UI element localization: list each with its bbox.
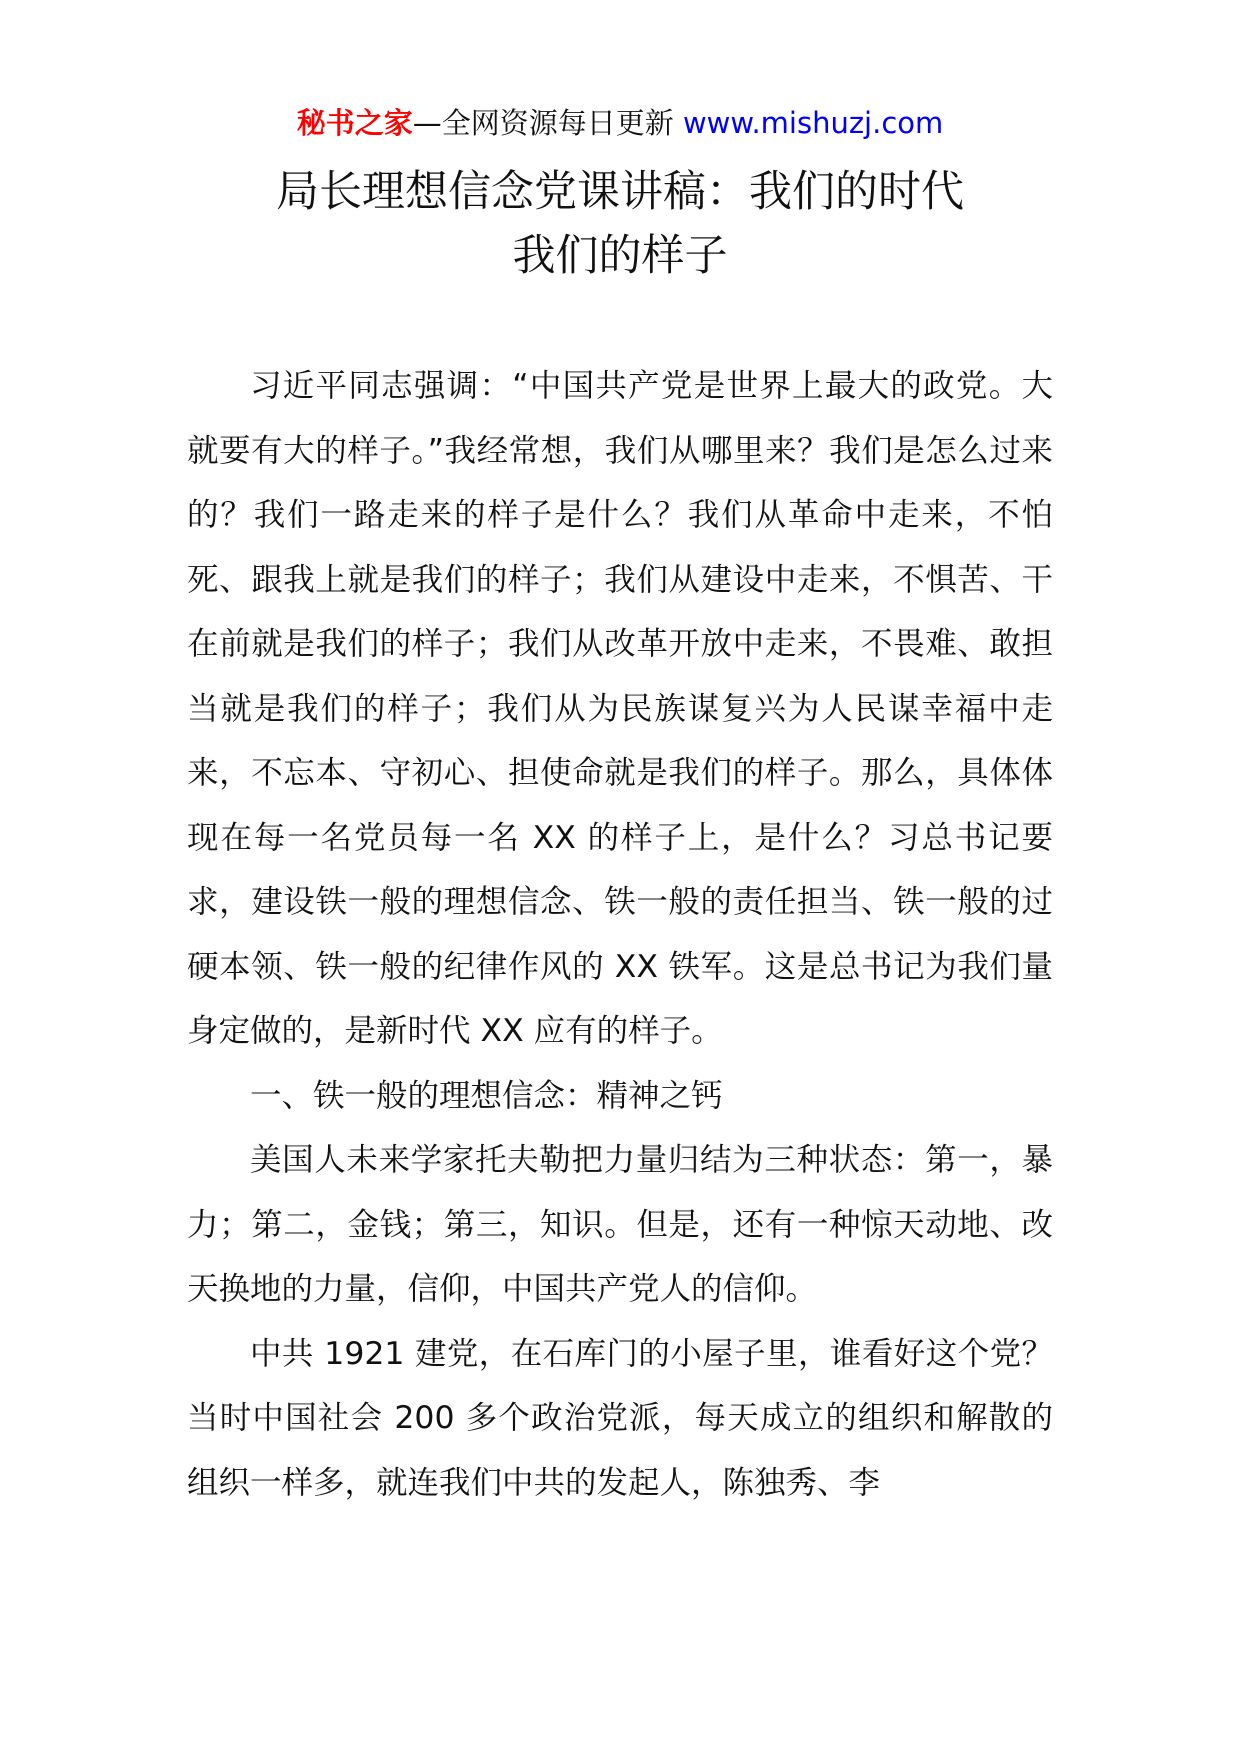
title-line-2: 我们的样子 <box>512 231 728 281</box>
document-title <box>160 160 1080 288</box>
brand-name: 秘书之家 <box>296 106 413 140</box>
paragraph: 美国人未来学家托夫勒把力量归结为三种状态：第一，暴力；第二，金钱；第三，知识。但是，还有一种惊天动地、改天换地的力量，信仰，中国共产党人的信仰。 <box>187 1142 1053 1307</box>
document-body <box>187 354 1053 1515</box>
paragraph: 中共 1921 建党，在石库门的小屋子里，谁看好这个党？当时中国社会 200 多个政治党派，每天成立的组织和解散的组织一样多，就连我们中共的发起人，陈独秀、李 <box>187 1335 1053 1501</box>
header-tagline: —全网资源每日更新 <box>412 106 683 140</box>
section-heading-1: 一、铁一般的理想信念：精神之钙 <box>250 1077 723 1114</box>
title-line-1: 局长理想信念党课讲稿：我们的时代 <box>276 167 964 217</box>
paragraph-intro: 习近平同志强调：“中国共产党是世界上最大的政党。大就要有大的样子。”我经常想，我们从哪里来？我们是怎么过来的？我们一路走来的样子是什么？我们从革命中走来，不怕死、跟我上就是我们的样子；我们从建设中走来，不惧苦、干在前就是我们的样子；我们从改革开放中走来，不畏难、敢担当就是我们的样子；我们从为民族谋复兴为人民谋幸福中走来，不忘本、守初心、担使命就是我们的样子。那么，具体体现在每一名党员每一名 XX 的样子上，是什么？习总书记要求，建设铁一般的理想信念、铁一般的责任担当、铁一般的过硬本领、铁一般的纪律作风的 XX 铁军。这是总书记为我们量身定做的，是新时代 XX 应有的样子。 <box>187 368 1053 1049</box>
page-header <box>0 103 1240 143</box>
website-link[interactable]: www.mishuzj.com <box>682 106 944 140</box>
